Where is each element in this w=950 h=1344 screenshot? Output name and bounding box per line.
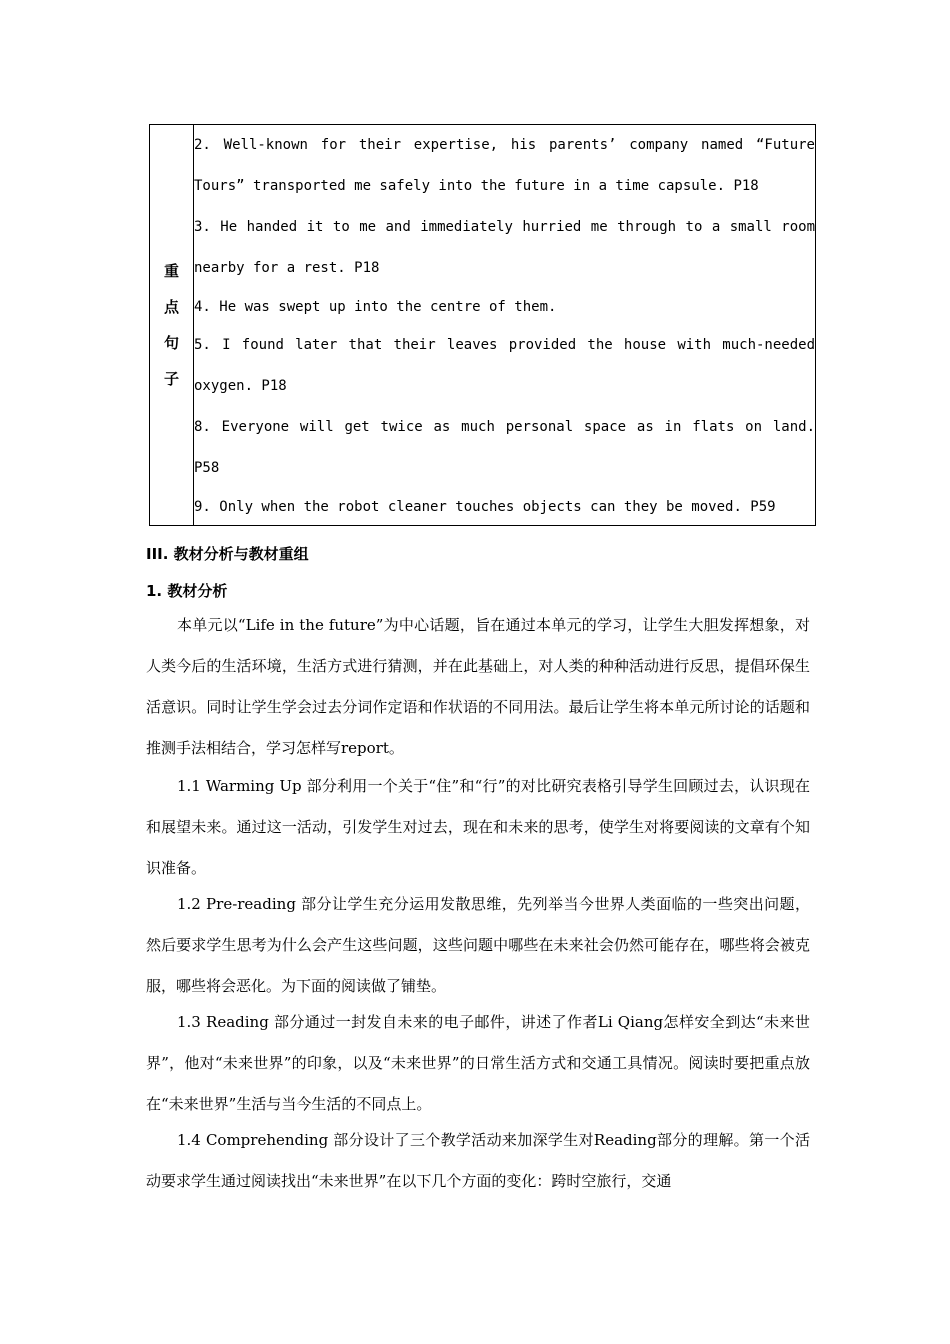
body-paragraph: 1.1 Warming Up 部分利用一个关于“住”和“行”的对比研究表格引导学生回顾过去，认识现在和展望未来。通过这一活动，引发学生对过去，现在和未来的思考，使学生对将要阅读的文章有个知识准备。 [146, 777, 810, 877]
key-sentences-table [149, 124, 816, 526]
key-sentence: 4. He was swept up into the centre of them. [194, 299, 557, 315]
key-sentences-label: 重 点 句 子 [163, 262, 179, 388]
key-sentence: 8. Everyone will get twice as much personal space as in flats on land. P58 [194, 419, 815, 476]
body-paragraph: 1.3 Reading 部分通过一封发自未来的电子邮件，讲述了作者Li Qiang怎样安全到达“未来世界”，他对“未来世界”的印象，以及“未来世界”的日常生活方式和交通工具情况。阅读时要把重点放在“未来世界”生活与当今生活的不同点上。 [146, 1013, 810, 1113]
key-sentence: 5. I found later that their leaves provided the house with much-needed oxygen. P18 [194, 337, 815, 394]
key-sentence: 9. Only when the robot cleaner touches objects can they be moved. P59 [194, 499, 776, 515]
body-paragraph: 1.2 Pre-reading 部分让学生充分运用发散思维，先列举当今世界人类面临的一些突出问题，然后要求学生思考为什么会产生这些问题，这些问题中哪些在未来社会仍然可能存在，哪些将会被克服，哪些将会恶化。为下面的阅读做了铺垫。 [146, 895, 810, 995]
subsection-heading: 1. 教材分析 [146, 582, 228, 600]
key-sentence: 3. He handed it to me and immediately hurried me through to a small room nearby for a rest. P18 [194, 219, 815, 276]
body-paragraph: 1.4 Comprehending 部分设计了三个教学活动来加深学生对Reading部分的理解。第一个活动要求学生通过阅读找出“未来世界”在以下几个方面的变化：跨时空旅行，交通 [146, 1131, 810, 1190]
key-sentences-label-cell [150, 125, 194, 526]
body-paragraph: 本单元以“Life in the future”为中心话题，旨在通过本单元的学习，让学生大胆发挥想象，对人类今后的生活环境，生活方式进行猜测，并在此基础上，对人类的种种活动进行反思，提倡环保生活意识。同时让学生学会过去分词作定语和作状语的不同用法。最后让学生将本单元所讨论的话题和推测手法相结合，学习怎样写report。 [146, 616, 810, 757]
key-sentences-content-cell [194, 125, 816, 526]
section-heading: III. 教材分析与教材重组 [146, 545, 309, 563]
key-sentence: 2. Well-known for their expertise, his parents’ company named “Future Tours” transported me safely into the future in a time capsule. P18 [194, 137, 815, 194]
